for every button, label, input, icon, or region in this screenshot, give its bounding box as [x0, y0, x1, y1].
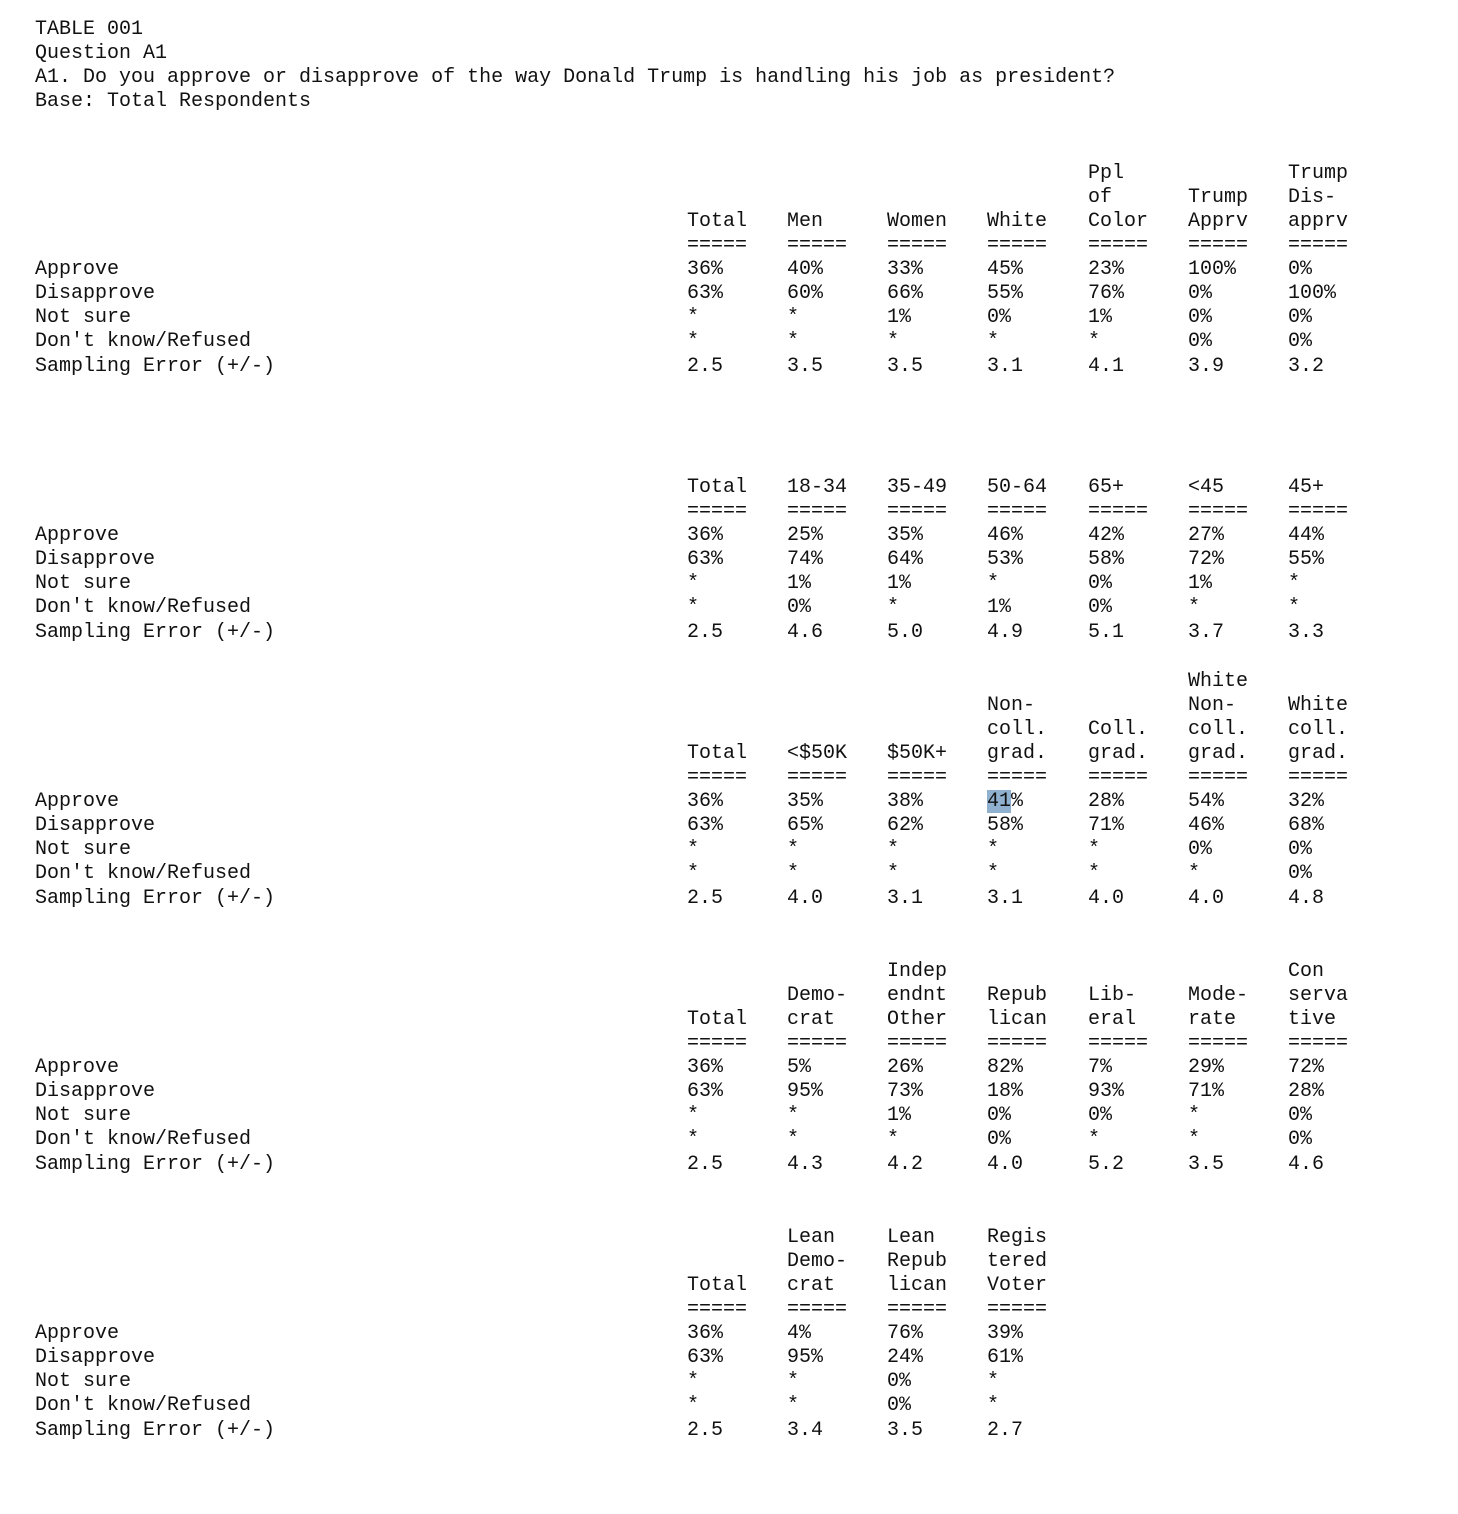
table-cell: 1% [887, 306, 912, 330]
column-separator: ===== [1088, 1032, 1149, 1055]
column-header: 65+ [1088, 475, 1125, 499]
table-cell: 0% [1288, 258, 1313, 282]
table-cell: 4.9 [987, 620, 1024, 644]
row-label: Don't know/Refused [35, 862, 252, 886]
column-header: Women [887, 209, 948, 233]
table-cell: 33% [887, 258, 924, 282]
table-cell: 0% [1288, 306, 1313, 330]
table-cell: 27% [1188, 524, 1225, 548]
column-header: apprv [1288, 209, 1349, 233]
table-cell: 1% [1088, 306, 1113, 330]
table-cell: 0% [1288, 1128, 1313, 1152]
table-cell: 5.2 [1088, 1152, 1125, 1176]
table-cell: 0% [987, 1128, 1012, 1152]
table-cell: 55% [1288, 548, 1325, 572]
column-header: coll. [987, 717, 1048, 741]
table-cell: 1% [987, 596, 1012, 620]
column-separator: ===== [987, 500, 1048, 523]
column-header: lican [887, 1273, 948, 1297]
table-cell: 2.5 [687, 1152, 724, 1176]
table-cell: 58% [987, 814, 1024, 838]
table-cell: 3.1 [987, 886, 1024, 910]
table-cell: 0% [1288, 330, 1313, 354]
table-cell: 46% [987, 524, 1024, 548]
table-cell: 35% [887, 524, 924, 548]
row-label: Not sure [35, 1104, 132, 1128]
table-cell: 1% [887, 572, 912, 596]
column-header: Dis- [1288, 185, 1337, 209]
table-cell: 74% [787, 548, 824, 572]
column-separator: ===== [787, 234, 848, 257]
row-label: Don't know/Refused [35, 1128, 252, 1152]
column-header: grad. [987, 741, 1048, 765]
column-header: Trump [1188, 185, 1249, 209]
column-header: Men [787, 209, 824, 233]
column-header: coll. [1288, 717, 1349, 741]
question-text: A1. Do you approve or disapprove of the way Donald Trump is handling his job as president? [35, 66, 1116, 89]
table-cell: 71% [1188, 1080, 1225, 1104]
table-cell: 1% [787, 572, 812, 596]
column-separator: ===== [887, 766, 948, 789]
table-cell: 4.2 [887, 1152, 924, 1176]
question-id: Question A1 [35, 42, 168, 65]
table-cell: 95% [787, 1346, 824, 1370]
table-cell: 4.8 [1288, 886, 1325, 910]
table-cell: * [787, 1370, 800, 1394]
column-header: of [1088, 185, 1113, 209]
column-header: White [1188, 669, 1249, 693]
column-header: Total [687, 1007, 748, 1031]
table-cell: * [1088, 838, 1101, 862]
column-header: White [987, 209, 1048, 233]
table-cell: 72% [1188, 548, 1225, 572]
table-cell: * [787, 862, 800, 886]
table-cell: * [987, 1394, 1000, 1418]
table-cell: 25% [787, 524, 824, 548]
column-separator: ===== [1288, 500, 1349, 523]
column-separator: ===== [1188, 1032, 1249, 1055]
column-header: Total [687, 475, 748, 499]
table-cell: 5.0 [887, 620, 924, 644]
column-header: Demo- [787, 983, 848, 1007]
table-cell: 0% [887, 1370, 912, 1394]
table-cell: 73% [887, 1080, 924, 1104]
row-label: Sampling Error (+/-) [35, 1418, 276, 1442]
table-cell: 28% [1088, 790, 1125, 814]
column-separator: ===== [687, 500, 748, 523]
table-cell: 53% [987, 548, 1024, 572]
column-separator: ===== [1188, 500, 1249, 523]
table-cell: 3.5 [1188, 1152, 1225, 1176]
table-cell: 0% [1088, 572, 1113, 596]
table-cell: * [1188, 1104, 1201, 1128]
column-header: grad. [1088, 741, 1149, 765]
table-cell: 0% [987, 1104, 1012, 1128]
table-cell: * [787, 306, 800, 330]
table-cell: * [887, 838, 900, 862]
table-cell: 42% [1088, 524, 1125, 548]
column-separator: ===== [687, 1032, 748, 1055]
row-label: Disapprove [35, 1346, 156, 1370]
table-cell: 63% [687, 548, 724, 572]
table-cell: * [1188, 862, 1201, 886]
row-label: Sampling Error (+/-) [35, 886, 276, 910]
table-cell: 35% [787, 790, 824, 814]
column-header: 18-34 [787, 475, 848, 499]
table-cell: * [887, 1128, 900, 1152]
table-cell: 100% [1288, 282, 1337, 306]
table-cell: 36% [687, 1056, 724, 1080]
table-cell: 36% [687, 258, 724, 282]
column-separator: ===== [1288, 234, 1349, 257]
table-cell: 95% [787, 1080, 824, 1104]
table-cell-selected [987, 790, 1023, 814]
column-header: grad. [1188, 741, 1249, 765]
column-separator: ===== [1188, 234, 1249, 257]
table-cell: 45% [987, 258, 1024, 282]
column-separator: ===== [887, 234, 948, 257]
row-label: Disapprove [35, 814, 156, 838]
row-label: Approve [35, 790, 120, 814]
row-label: Approve [35, 258, 120, 282]
table-cell: 100% [1188, 258, 1237, 282]
table-cell: 0% [987, 306, 1012, 330]
table-cell: * [787, 1128, 800, 1152]
table-cell: 4.3 [787, 1152, 824, 1176]
column-header: Total [687, 209, 748, 233]
table-cell: 3.5 [887, 354, 924, 378]
table-number: TABLE 001 [35, 18, 144, 41]
table-cell: * [687, 1370, 700, 1394]
row-label: Disapprove [35, 1080, 156, 1104]
column-header: crat [787, 1007, 836, 1031]
table-cell: 71% [1088, 814, 1125, 838]
table-cell: 39% [987, 1322, 1024, 1346]
table-cell: 44% [1288, 524, 1325, 548]
table-cell: 40% [787, 258, 824, 282]
table-cell: 46% [1188, 814, 1225, 838]
table-cell: 26% [887, 1056, 924, 1080]
table-cell: 36% [687, 790, 724, 814]
table-cell: 2.5 [687, 886, 724, 910]
table-cell: 3.5 [887, 1418, 924, 1442]
table-cell: 3.9 [1188, 354, 1225, 378]
table-cell: 1% [887, 1104, 912, 1128]
table-cell: 4.6 [1288, 1152, 1325, 1176]
table-cell: * [687, 1394, 700, 1418]
table-cell: * [987, 862, 1000, 886]
table-cell: 55% [987, 282, 1024, 306]
table-cell: * [687, 572, 700, 596]
column-header: <$50K [787, 741, 848, 765]
column-header: tered [987, 1249, 1048, 1273]
table-cell: 4.1 [1088, 354, 1125, 378]
table-cell: * [687, 596, 700, 620]
table-cell: 0% [1188, 838, 1213, 862]
row-label: Sampling Error (+/-) [35, 620, 276, 644]
row-label: Don't know/Refused [35, 1394, 252, 1418]
table-cell: * [1188, 596, 1201, 620]
row-label: Approve [35, 1322, 120, 1346]
table-cell: * [687, 330, 700, 354]
table-cell: 58% [1088, 548, 1125, 572]
column-header: Mode- [1188, 983, 1249, 1007]
table-cell: 0% [787, 596, 812, 620]
table-cell: 3.4 [787, 1418, 824, 1442]
table-cell: * [1288, 596, 1301, 620]
column-separator: ===== [687, 234, 748, 257]
row-label: Not sure [35, 838, 132, 862]
column-header: Repub [887, 1249, 948, 1273]
column-separator: ===== [887, 500, 948, 523]
table-cell: 66% [887, 282, 924, 306]
column-separator: ===== [987, 1298, 1048, 1321]
column-separator: ===== [787, 500, 848, 523]
row-label: Don't know/Refused [35, 596, 252, 620]
column-separator: ===== [787, 766, 848, 789]
table-cell: 0% [1188, 330, 1213, 354]
table-cell: 1% [1188, 572, 1213, 596]
table-cell: 3.7 [1188, 620, 1225, 644]
table-cell: 0% [1188, 282, 1213, 306]
table-cell: * [1088, 330, 1101, 354]
column-separator: ===== [987, 766, 1048, 789]
column-header: Demo- [787, 1249, 848, 1273]
table-cell: * [787, 1394, 800, 1418]
table-cell: 3.2 [1288, 354, 1325, 378]
base-description: Base: Total Respondents [35, 90, 312, 113]
column-header: $50K+ [887, 741, 948, 765]
table-cell: 7% [1088, 1056, 1113, 1080]
table-cell: 60% [787, 282, 824, 306]
table-cell: * [987, 330, 1000, 354]
column-header: Lean [787, 1225, 836, 1249]
table-cell: * [887, 330, 900, 354]
table-cell: * [887, 862, 900, 886]
column-header: tive [1288, 1007, 1337, 1031]
row-label: Not sure [35, 572, 132, 596]
row-label: Not sure [35, 1370, 132, 1394]
column-header: Lib- [1088, 983, 1137, 1007]
table-cell: 18% [987, 1080, 1024, 1104]
table-cell: 4.0 [987, 1152, 1024, 1176]
column-header: Color [1088, 209, 1149, 233]
table-cell: 0% [1288, 838, 1313, 862]
table-cell: 28% [1288, 1080, 1325, 1104]
table-cell: 3.1 [987, 354, 1024, 378]
table-cell: 0% [887, 1394, 912, 1418]
table-cell: 0% [1288, 862, 1313, 886]
table-cell: 82% [987, 1056, 1024, 1080]
table-cell: * [787, 330, 800, 354]
table-cell: 76% [887, 1322, 924, 1346]
table-cell: * [887, 596, 900, 620]
column-header: Apprv [1188, 209, 1249, 233]
column-separator: ===== [887, 1032, 948, 1055]
row-label: Disapprove [35, 548, 156, 572]
column-header: Lean [887, 1225, 936, 1249]
table-cell: 23% [1088, 258, 1125, 282]
table-cell: 3.1 [887, 886, 924, 910]
table-cell: 3.5 [787, 354, 824, 378]
row-label: Sampling Error (+/-) [35, 354, 276, 378]
column-separator: ===== [987, 234, 1048, 257]
column-header: Non- [1188, 693, 1237, 717]
table-cell: * [1188, 1128, 1201, 1152]
table-cell: 72% [1288, 1056, 1325, 1080]
column-header: 50-64 [987, 475, 1048, 499]
table-cell: 4% [787, 1322, 812, 1346]
column-header: Indep [887, 959, 948, 983]
table-cell: 63% [687, 814, 724, 838]
column-header: lican [987, 1007, 1048, 1031]
table-cell: 4.0 [1088, 886, 1125, 910]
table-cell: 63% [687, 1080, 724, 1104]
column-header: serva [1288, 983, 1349, 1007]
table-cell: 64% [887, 548, 924, 572]
table-cell: 5% [787, 1056, 812, 1080]
column-header: Regis [987, 1225, 1048, 1249]
table-cell: 0% [1288, 1104, 1313, 1128]
column-header: 35-49 [887, 475, 948, 499]
table-cell: 76% [1088, 282, 1125, 306]
table-cell: 93% [1088, 1080, 1125, 1104]
cell-text-rest: % [1011, 790, 1024, 814]
table-cell: 2.7 [987, 1418, 1024, 1442]
column-header: grad. [1288, 741, 1349, 765]
table-cell: 0% [1188, 306, 1213, 330]
table-cell: * [1288, 572, 1301, 596]
column-separator: ===== [1288, 1032, 1349, 1055]
column-separator: ===== [1288, 766, 1349, 789]
table-cell: 63% [687, 282, 724, 306]
column-separator: ===== [1188, 766, 1249, 789]
table-cell: * [987, 838, 1000, 862]
table-cell: * [987, 1370, 1000, 1394]
table-cell: 68% [1288, 814, 1325, 838]
column-header: <45 [1188, 475, 1225, 499]
table-cell: * [687, 838, 700, 862]
column-separator: ===== [887, 1298, 948, 1321]
table-cell: 36% [687, 524, 724, 548]
table-cell: 4.0 [787, 886, 824, 910]
table-cell: * [1088, 862, 1101, 886]
table-cell: 36% [687, 1322, 724, 1346]
column-header: 45+ [1288, 475, 1325, 499]
table-cell: 29% [1188, 1056, 1225, 1080]
table-cell: 63% [687, 1346, 724, 1370]
column-header: White [1288, 693, 1349, 717]
table-cell: 62% [887, 814, 924, 838]
column-header: Ppl [1088, 161, 1125, 185]
table-cell: 5.1 [1088, 620, 1125, 644]
table-cell: 32% [1288, 790, 1325, 814]
table-cell: 24% [887, 1346, 924, 1370]
column-header: Total [687, 1273, 748, 1297]
column-header: Con [1288, 959, 1325, 983]
column-header: Coll. [1088, 717, 1149, 741]
table-cell: * [687, 306, 700, 330]
selected-text: 41 [987, 790, 1012, 814]
column-header: Repub [987, 983, 1048, 1007]
column-separator: ===== [787, 1298, 848, 1321]
column-header: eral [1088, 1007, 1137, 1031]
column-header: Trump [1288, 161, 1349, 185]
table-cell: 3.3 [1288, 620, 1325, 644]
table-cell: 65% [787, 814, 824, 838]
table-cell: * [687, 1128, 700, 1152]
column-separator: ===== [1088, 766, 1149, 789]
table-cell: 2.5 [687, 354, 724, 378]
column-separator: ===== [1088, 500, 1149, 523]
column-header: coll. [1188, 717, 1249, 741]
column-header: Voter [987, 1273, 1048, 1297]
column-header: rate [1188, 1007, 1237, 1031]
table-cell: * [1088, 1128, 1101, 1152]
row-label: Not sure [35, 306, 132, 330]
column-header: Total [687, 741, 748, 765]
column-header: Non- [987, 693, 1036, 717]
table-cell: * [987, 572, 1000, 596]
row-label: Approve [35, 1056, 120, 1080]
column-separator: ===== [987, 1032, 1048, 1055]
table-cell: 2.5 [687, 1418, 724, 1442]
table-cell: 2.5 [687, 620, 724, 644]
table-cell: * [787, 838, 800, 862]
table-cell: 38% [887, 790, 924, 814]
table-cell: * [787, 1104, 800, 1128]
row-label: Don't know/Refused [35, 330, 252, 354]
row-label: Disapprove [35, 282, 156, 306]
column-separator: ===== [687, 766, 748, 789]
row-label: Approve [35, 524, 120, 548]
column-header: crat [787, 1273, 836, 1297]
table-cell: 54% [1188, 790, 1225, 814]
column-separator: ===== [787, 1032, 848, 1055]
table-cell: 0% [1088, 596, 1113, 620]
table-cell: * [687, 862, 700, 886]
table-cell: 4.6 [787, 620, 824, 644]
column-header: endnt [887, 983, 948, 1007]
table-cell: 4.0 [1188, 886, 1225, 910]
table-cell: * [687, 1104, 700, 1128]
column-separator: ===== [687, 1298, 748, 1321]
table-cell: 0% [1088, 1104, 1113, 1128]
table-cell: 61% [987, 1346, 1024, 1370]
row-label: Sampling Error (+/-) [35, 1152, 276, 1176]
column-header: Other [887, 1007, 948, 1031]
column-separator: ===== [1088, 234, 1149, 257]
